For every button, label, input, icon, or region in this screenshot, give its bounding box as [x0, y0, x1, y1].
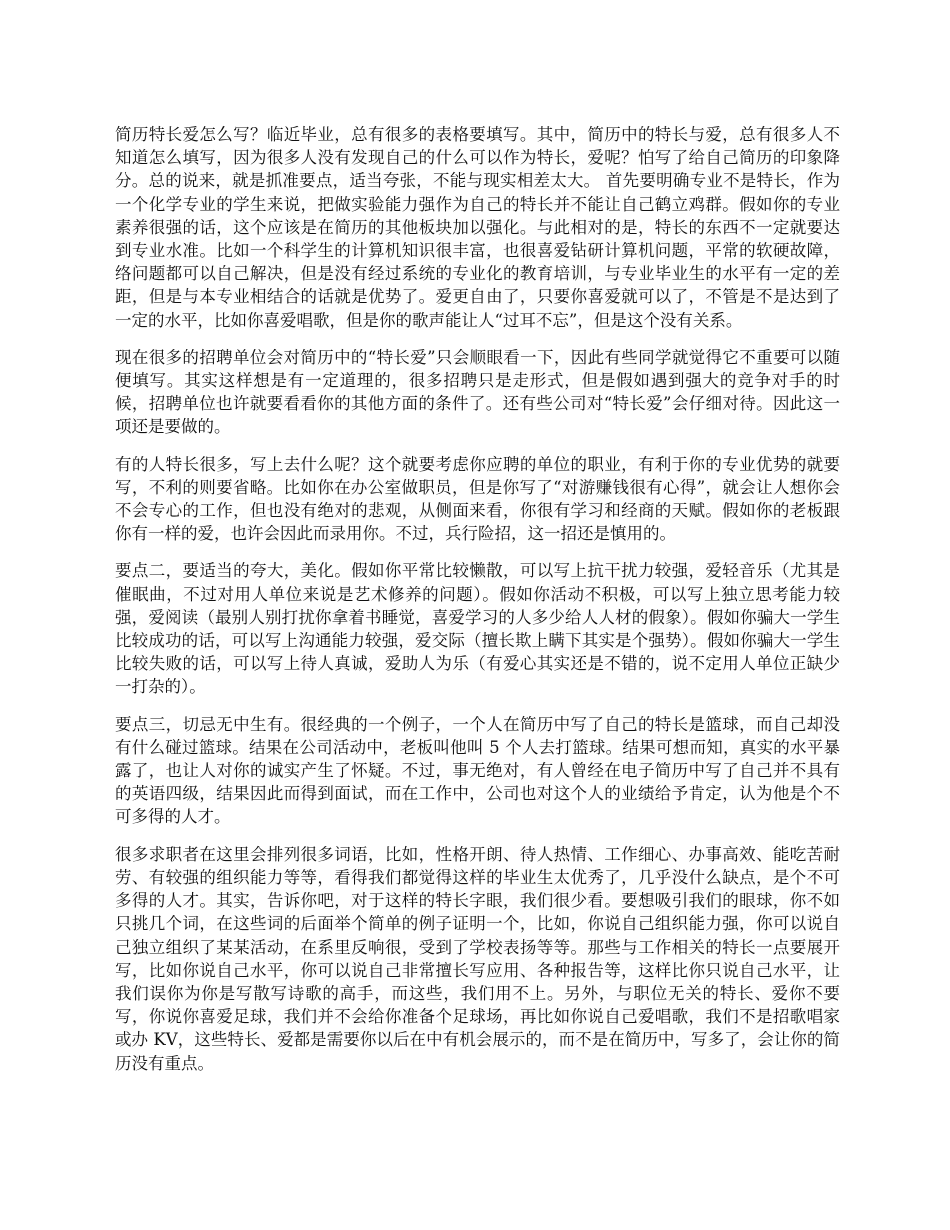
- paragraph-5: 要点三，切忌无中生有。很经典的一个例子，一个人在简历中写了自己的特长是篮球，而自己却没有什么碰过篮球。结果在公司活动中，老板叫他叫 5 个人去打篮球。结果可想而知，真实的水平暴露了，也让人对你的诚实产生了怀疑。不过，事无绝对，有人曾经在电子简历中写了自己并不具有的英语四级，结果因此而得到面试，而在工作中，公司也对这个人的业绩给予肯定，认为他是个不可多得的人才。: [115, 714, 840, 827]
- paragraph-1: 简历特长爱怎么写？临近毕业，总有很多的表格要填写。其中，简历中的特长与爱，总有很多人不知道怎么填写，因为很多人没有发现自己的什么可以作为特长，爱呢？怕写了给自己简历的印象降分。总的说来，就是抓准要点，适当夸张，不能与现实相差太大。 首先要明确专业不是特长，作为一个化学专业的学生来说，把做实验能力强作为自己的特长并不能让自己鹤立鸡群。假如你的专业素养很强的话，这个应该是在简历的其他板块加以强化。与此相对的是，特长的东西不一定就要达到专业水准。比如一个科学生的计算机知识很丰富，也很喜爱钻研计算机问题，平常的软硬故障，络问题都可以自己解决，但是没有经过系统的专业化的教育培训，与专业毕业生的水平有一定的差距，但是与本专业相结合的话就是优势了。爱更自由了，只要你喜爱就可以了，不管是不是达到了一定的水平，比如你喜爱唱歌，但是你的歌声能让人“过耳不忘”，但是这个没有关系。: [115, 125, 840, 330]
- paragraph-2: 现在很多的招聘单位会对简历中的“特长爱”只会顺眼看一下，因此有些同学就觉得它不重要可以随便填写。其实这样想是有一定道理的，很多招聘只是走形式，但是假如遇到强大的竞争对手的时候，招聘单位也许就要看看你的其他方面的条件了。还有些公司对“特长爱”会仔细对待。因此这一项还是要做的。: [115, 347, 840, 437]
- document-body: [115, 123, 840, 1089]
- paragraph-4: 要点二，要适当的夸大，美化。假如你平常比较懒散，可以写上抗干扰力较强，爱轻音乐（尤其是催眠曲，不过对用人单位来说是艺术修养的问题）。假如你活动不积极，可以写上独立思考能力较强，爱阅读（最别人别打扰你拿着书睡觉，喜爱学习的人多少给人人材的假象）。假如你骗大一学生比较成功的话，可以写上沟通能力较强，爱交际（擅长欺上瞒下其实是个强势）。假如你骗大一学生比较失败的话，可以写上待人真诚，爱助人为乐（有爱心其实还是不错的，说不定用人单位正缺少一打杂的）。: [115, 561, 840, 697]
- paragraph-3: 有的人特长很多，写上去什么呢？这个就要考虑你应聘的单位的职业，有利于你的专业优势的就要写，不利的则要省略。比如你在办公室做职员，但是你写了“对游赚钱很有心得”，就会让人想你会不会专心的工作，但也没有绝对的悲观，从侧面来看，你很有学习和经商的天赋。假如你的老板跟你有一样的爱，也许会因此而录用你。不过，兵行险招，这一招还是慎用的。: [115, 454, 840, 544]
- paragraph-6: 很多求职者在这里会排列很多词语，比如，性格开朗、待人热情、工作细心、办事高效、能吃苦耐劳、有较强的组织能力等等，看得我们都觉得这样的毕业生太优秀了，几乎没什么缺点，是个不可多得的人才。其实，告诉你吧，对于这样的特长字眼，我们很少看。要想吸引我们的眼球，你不如只挑几个词，在这些词的后面举个简单的例子证明一个，比如，你说自己组织能力强，你可以说自己独立组织了某某活动，在系里反响很，受到了学校表扬等等。那些与工作相关的特长一点要展开写，比如你说自己水平，你可以说自己非常擅长写应用、各种报告等，这样比你只说自己水平，让我们误你为你是写散写诗歌的高手，而这些，我们用不上。另外，与职位无关的特长、爱你不要写，你说你喜爱足球，我们并不会给你准备个足球场，再比如你说自己爱唱歌，我们不是招歌唱家或办 KV，这些特长、爱都是需要你以后在中有机会展示的，而不是在简历中，写多了，会让你的简历没有重点。: [115, 844, 840, 1073]
